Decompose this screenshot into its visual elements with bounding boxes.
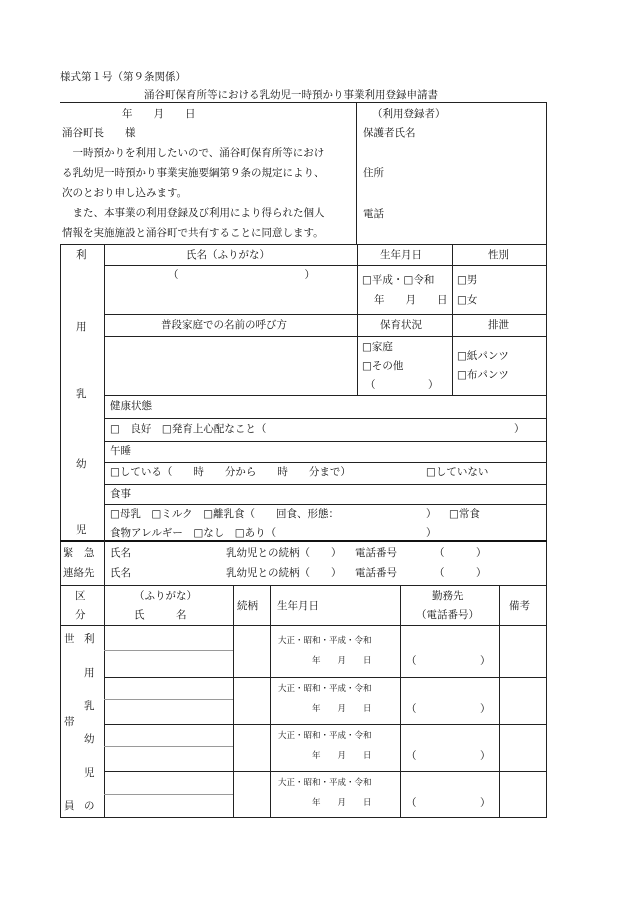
household-row-4-era[interactable]: 大正・昭和・平成・令和: [278, 778, 372, 788]
paper-pants-checkbox[interactable]: □紙パンツ: [457, 350, 509, 362]
household-row-2-phone-close: ）: [480, 703, 491, 715]
child-name-header: 氏名（ふりがな）: [186, 249, 270, 261]
emergency-name-1[interactable]: 氏名: [110, 547, 131, 559]
household-row-1-phone-close: ）: [480, 655, 491, 667]
address-field[interactable]: 住所: [363, 167, 384, 179]
birth-date-field[interactable]: 年 月 日: [374, 294, 448, 306]
care-other-checkbox[interactable]: □その他: [362, 360, 404, 372]
household-side-8: 員: [64, 800, 75, 812]
household-birth-header: 生年月日: [277, 600, 319, 612]
household-work-header: 勤務先: [432, 590, 464, 602]
household-row-3-phone-close: ）: [480, 750, 491, 762]
household-row-3-era[interactable]: 大正・昭和・平成・令和: [278, 731, 372, 741]
household-category-1: 区: [75, 590, 86, 602]
birth-era-checkbox[interactable]: □平成・□令和: [362, 274, 435, 286]
child-side-label-3: 乳: [76, 388, 87, 400]
emergency-relation-1[interactable]: 乳幼児との続柄（ ）: [226, 547, 342, 559]
household-side-9: の: [84, 800, 95, 812]
household-row-4-phone-open[interactable]: （: [406, 797, 417, 809]
form-title: 涌谷町保育所等における乳幼児一時預かり事業利用登録申請書: [144, 89, 438, 101]
household-row-2-date[interactable]: 年 月 日: [312, 704, 372, 714]
guardian-name-field[interactable]: 保護者氏名: [363, 127, 416, 139]
household-row-3-date[interactable]: 年 月 日: [312, 751, 372, 761]
emergency-phone-label-2: 電話番号: [355, 567, 397, 579]
care-status-header: 保育状況: [380, 319, 422, 331]
gender-female-checkbox[interactable]: □女: [457, 294, 478, 306]
toilet-header: 排泄: [488, 319, 509, 331]
form-number: 様式第１号（第９条関係）: [60, 71, 186, 83]
cloth-pants-checkbox[interactable]: □布パンツ: [457, 369, 509, 381]
nap-no-checkbox[interactable]: □していない: [426, 466, 489, 478]
phone-field[interactable]: 電話: [363, 208, 384, 220]
household-row-3-phone-open[interactable]: （: [406, 750, 417, 762]
nap-yes-checkbox[interactable]: □している（ 時 分から 時 分まで）: [110, 466, 351, 478]
household-category-2: 分: [75, 609, 86, 621]
household-row-1-era[interactable]: 大正・昭和・平成・令和: [278, 636, 372, 646]
birth-header: 生年月日: [380, 249, 422, 261]
household-row-4-phone-close: ）: [480, 797, 491, 809]
household-side-1: 世: [64, 633, 75, 645]
child-side-label-5: 児: [76, 524, 87, 536]
statement-line-4: また、本事業の利用登録及び利用により得られた個人: [62, 207, 325, 219]
household-row-2-era[interactable]: 大正・昭和・平成・令和: [278, 684, 372, 694]
household-side-6: 幼: [84, 733, 95, 745]
registrant-heading: （利用登録者）: [372, 108, 446, 120]
nickname-header: 普段家庭での名前の呼び方: [161, 319, 287, 331]
household-side-7: 児: [84, 767, 95, 779]
household-side-5: 帯: [64, 716, 75, 728]
meal-close: ）: [426, 508, 437, 520]
allergy-close: ）: [426, 527, 437, 539]
health-options[interactable]: □ 良好 □発育上心配なこと（: [110, 423, 267, 435]
meal-header: 食事: [110, 488, 131, 500]
allergy-options[interactable]: 食物アレルギー □なし □あり（: [110, 527, 277, 539]
statement-line-5: 情報を実施施設と涌谷町で共有することに同意します。: [62, 227, 324, 239]
household-row-2-phone-open[interactable]: （: [406, 703, 417, 715]
statement-line-3: 次のとおり申し込みます。: [62, 187, 188, 199]
child-side-label-1: 利: [76, 249, 87, 261]
emergency-phone-2[interactable]: （ ）: [434, 567, 487, 579]
gender-male-checkbox[interactable]: □男: [457, 274, 478, 286]
household-row-4-date[interactable]: 年 月 日: [312, 798, 372, 808]
care-home-checkbox[interactable]: □家庭: [362, 341, 393, 353]
emergency-phone-label-1: 電話番号: [355, 547, 397, 559]
household-remarks-header: 備考: [509, 600, 530, 612]
statement-line-2: る乳幼児一時預かり事業実施要綱第９条の規定により、: [62, 167, 325, 179]
emergency-name-2[interactable]: 氏名: [110, 567, 131, 579]
household-row-1-date[interactable]: 年 月 日: [312, 656, 372, 666]
care-other-field[interactable]: （ ）: [365, 379, 439, 391]
household-side-2: 利: [84, 633, 95, 645]
emergency-label-2: 連絡先: [63, 567, 95, 579]
health-header: 健康状態: [110, 400, 152, 412]
child-side-label-4: 幼: [76, 458, 87, 470]
addressee: 涌谷町長 様: [62, 127, 136, 139]
meal-regular-checkbox[interactable]: □常食: [449, 508, 480, 520]
household-furigana-header: （ふりがな）: [134, 590, 197, 602]
household-side-4: 乳: [84, 700, 95, 712]
household-row-1-phone-open[interactable]: （: [406, 655, 417, 667]
health-close: ）: [514, 423, 525, 435]
nap-header: 午睡: [110, 445, 131, 457]
emergency-phone-1[interactable]: （ ）: [434, 547, 487, 559]
emergency-relation-2[interactable]: 乳幼児との続柄（ ）: [226, 567, 342, 579]
application-date[interactable]: 年 月 日: [122, 108, 196, 120]
child-name-field[interactable]: （ ）: [168, 269, 315, 281]
household-name-header: 氏 名: [134, 609, 187, 621]
emergency-label-1: 緊 急: [63, 547, 95, 559]
household-relation-header: 続柄: [237, 600, 258, 612]
statement-line-1: 一時預かりを利用したいので、涌谷町保育所等におけ: [62, 147, 325, 159]
child-side-label-2: 用: [76, 321, 87, 333]
household-side-3: 用: [84, 667, 95, 679]
meal-options[interactable]: □母乳 □ミルク □離乳食（ 回食、形態：: [110, 508, 340, 520]
gender-header: 性別: [488, 249, 509, 261]
household-work-phone-header: （電話番号）: [416, 609, 479, 621]
